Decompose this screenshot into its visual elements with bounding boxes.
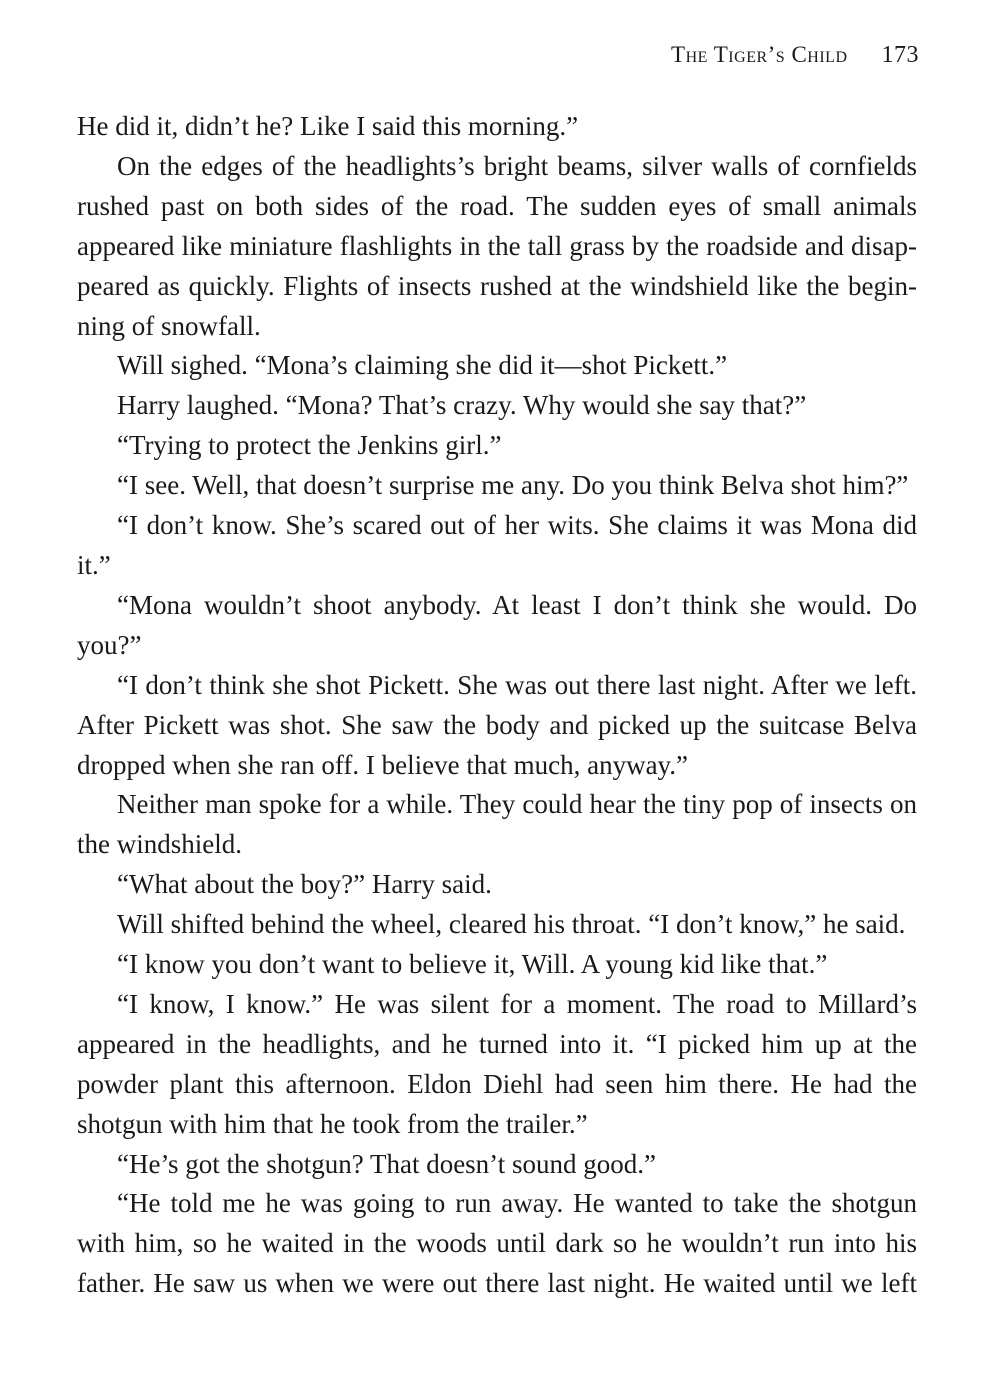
paragraph: “I know, I know.” He was silent for a moment. The road to Millard’s appeared in the headlights, and he turned into it. “I picked him up at the powder plant this afternoon. Eldon Diehl had seen him there. He had the shotgun with him that he took from the trailer.”	[77, 988, 917, 1139]
paragraph: “He told me he was going to run away. He wanted to take the shotgun with him, so he waited in the woods until dark so he wouldn’t run into his father. He saw us when we were out there last night. He waited until we left	[77, 1188, 917, 1299]
paragraph: Harry laughed. “Mona? That’s crazy. Why would she say that?”	[117, 390, 807, 421]
paragraph: “Mona wouldn’t shoot anybody. At least I don’t think she would. Do you?”	[77, 589, 917, 660]
paragraph: “I don’t know. She’s scared out of her wits. She claims it was Mona did it.”	[77, 510, 917, 580]
paragraph: He did it, didn’t he? Like I said this morning.”	[77, 111, 579, 141]
paragraph: “He’s got the shotgun? That doesn’t sound good.”	[117, 1148, 656, 1179]
paragraph: “I know you don’t want to believe it, Will. A young kid like that.”	[117, 949, 828, 980]
paragraph: On the edges of the headlights’s bright beams, silver walls of cornfields rushed past on both sides of the road. The sudden eyes of small animals appeared like miniature flashlights in the tall grass by the roadside and disappeared as quickly. Flights of insects rushed at the windshield like the beginning of snowfall.	[77, 150, 917, 341]
paragraph: Will sighed. “Mona’s claiming she did it—shot Pickett.”	[117, 350, 728, 381]
running-title: The Tiger’s Child	[671, 42, 848, 67]
running-head	[671, 42, 919, 69]
body-text	[77, 107, 917, 1304]
paragraph: “I don’t think she shot Pickett. She was out there last night. After we left. After Pickett was shot. She saw the body and picked up the suitcase Belva dropped when she ran off. I believe that much, anyway.”	[77, 669, 917, 780]
paragraph: “I see. Well, that doesn’t surprise me any. Do you think Belva shot him?”	[117, 470, 909, 501]
paragraph: “Trying to protect the Jenkins girl.”	[117, 430, 502, 461]
page-number: 173	[881, 42, 919, 68]
paragraph: “What about the boy?” Harry said.	[117, 869, 492, 900]
paragraph: Will shifted behind the wheel, cleared his throat. “I don’t know,” he said.	[117, 909, 906, 940]
paragraph: Neither man spoke for a while. They could hear the tiny pop of insects on the windshield.	[77, 789, 917, 860]
